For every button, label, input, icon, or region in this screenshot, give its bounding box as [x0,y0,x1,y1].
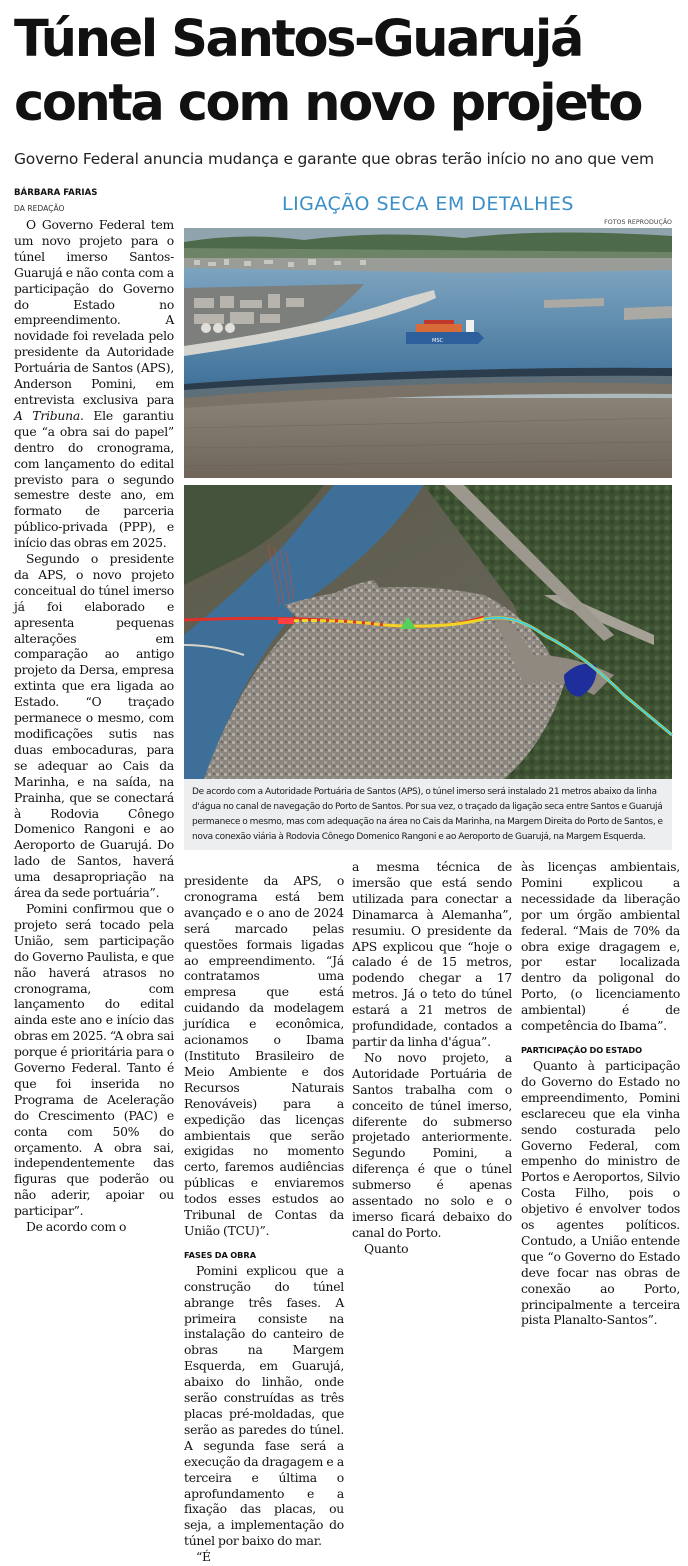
article-column-4 [521,860,680,1328]
ship-label: MSC [432,338,443,344]
paragraph-continued: às licenças ambientais, Pomini explicou a necessidade da liberação por um órgão ambiental federal. “Mais de 70% da obra exige dragagem e, por estar localizada dentro da poligonal do Porto, (o licenciamento ambiental) é de competência do Ibama”. [521,860,680,1034]
infographic-title: LIGAÇÃO SECA EM DETALHES [281,193,574,215]
paragraph: No novo projeto, a Autoridade Portuária de Santos trabalha com o conceito de túnel imerso, diferente do submerso projetado anteriormente. Segundo Pomini, a diferença é que o túnel submerso é apenas assentado no solo e o imerso ficará debaixo do canal do Porto. [352,1050,512,1240]
newspaper-name: A Tribuna [14,408,80,423]
headline: Túnel Santos-Guarujá conta com novo projeto [14,10,642,133]
paragraph: Quanto [364,1241,409,1256]
paragraph-continued: presidente da APS, o cronograma está bem avançado e o ano de 2024 será marcado pelas questões formais ligadas ao empreendimento. “Já contratamos uma empresa que está cuidando da modelagem jurídica e econômica, acionamos o Ibama (Instituto Brasileiro de Meio Ambiente e dos Recursos Naturais Renováveis) para a expedição das licenças ambientais que serão exigidas no momento certo, faremos audiências públicas e enviaremos todos esses estudos ao Tribunal de Contas da União (TCU)”. [184,874,344,1238]
article-column-3 [352,860,512,1256]
subheadline: Governo Federal anuncia mudança e garante que obras terão início no ano que vem [14,150,654,168]
paragraph: Segundo o presidente da APS, o novo projeto conceitual do túnel imerso já foi elaborado e apresenta pequenas alterações em comparação ao antigo projeto da Dersa, empresa extinta que era ligada ao Estado. “O traçado permanece o mesmo, com modificações sutis nas duas embocaduras, para se adequar ao Cais da Marinha, e na saída, na Prainha, que se conectará à Rodovia Cônego Domenico Rangoni e ao Aeroporto de Guarujá. Do lado de Santos, haverá uma desapropriação na área da sede portuária”. [14,552,174,901]
paragraph [14,218,174,552]
article-column-2 [184,874,344,1565]
section-heading-participacao: PARTICIPAÇÃO DO ESTADO [521,1044,643,1055]
paragraph-text: O Governo Federal tem um novo projeto para o túnel imerso Santos-Guarujá e não conta com a participação do Governo do Estado no empreendimento. A novidade foi revelada pelo presidente da Autoridade Portuária de Santos (APS), Anderson Pomini, em entrevista exclusiva para [14,218,174,407]
photo-credit: FOTOS REPRODUÇÃO [604,219,672,226]
paragraph: Pomini confirmou que o projeto será tocado pela União, sem participação do Governo Paulista, e que não haverá atrasos no cronograma, com lançamento do edital ainda este ano e início das obras em 2025. “A obra sai porque é prioritária para o Governo Federal. Tanto é que foi inserida no Programa de Aceleração do Crescimento (PAC) e conta com 50% do orçamento. A obra sai, independentemente das figuras que poderão ou não aderir, apoiar ou participar”. [14,901,174,1219]
paragraph: Pomini explicou que a construção do túnel abrange três fases. A primeira consiste na instalação do canteiro de obras na Margem Esquerda, em Guarujá, abaixo do linhão, onde serão construídas as três placas pré-moldadas, que serão as paredes do túnel. A segunda fase será a execução da dragagem e a terceira e última o aprofundamento e a fixação das placas, ou seja, a implementação do túnel por baixo do mar. [184,1263,344,1549]
author-name: BÁRBARA FARIAS [14,188,98,198]
paragraph: “É [196,1550,211,1565]
route-satellite-map [184,485,672,779]
article-column-1 [14,218,174,1244]
paragraph: De acordo com o [26,1220,127,1235]
infographic-caption: De acordo com a Autoridade Portuária de Santos (APS), o túnel imerso será instalado 21 metros abaixo da linha d'água no canal de navegação do Porto de Santos. Por sua vez, o traçado da ligação seca entre Santos e Guarujá permanece o mesmo, mas com adequação na área no Cais da Marinha, na Margem Direita do Porto de Santos, e nova conexão viária à Rodovia Cônego Domenico Rangoni e ao Aeroporto de Guarujá, na Margem Esquerda. [184,779,672,850]
paragraph-continued: a mesma técnica de imersão que está sendo utilizada para conectar a Dinamarca à Alemanha”, resumiu. O presidente da APS explicou que “hoje o calado é de 15 metros, podendo chegar a 17 metros. Já o teto do túnel estará a 21 metros de profundidade, contados a partir da linha d'água”. [352,860,512,1049]
paragraph-text: . Ele garantiu que “a obra sai do papel” dentro do cronograma, com lançamento do edital previsto para o segundo semestre deste ano, em formato de parceria público-privada (PPP), e início das obras em 2025. [14,408,174,551]
section-heading-fases: FASES DA OBRA [184,1249,257,1260]
paragraph: Quanto à participação do Governo do Estado no empreendimento, Pomini esclareceu que ela vinha sendo costurada pelo Governo Federal, com empenho do ministro de Portos e Aeroportos, Silvio Costa Filho, pois o objetivo é envolver todos os agentes políticos. Contudo, a União entende que “o Governo do Estado deve focar nas obras de conexão ao Porto, principalmente a terceira pista Planalto-Santos”. [521,1058,680,1328]
author-desk: DA REDAÇÃO [14,204,65,213]
port-aerial-image [184,228,672,478]
